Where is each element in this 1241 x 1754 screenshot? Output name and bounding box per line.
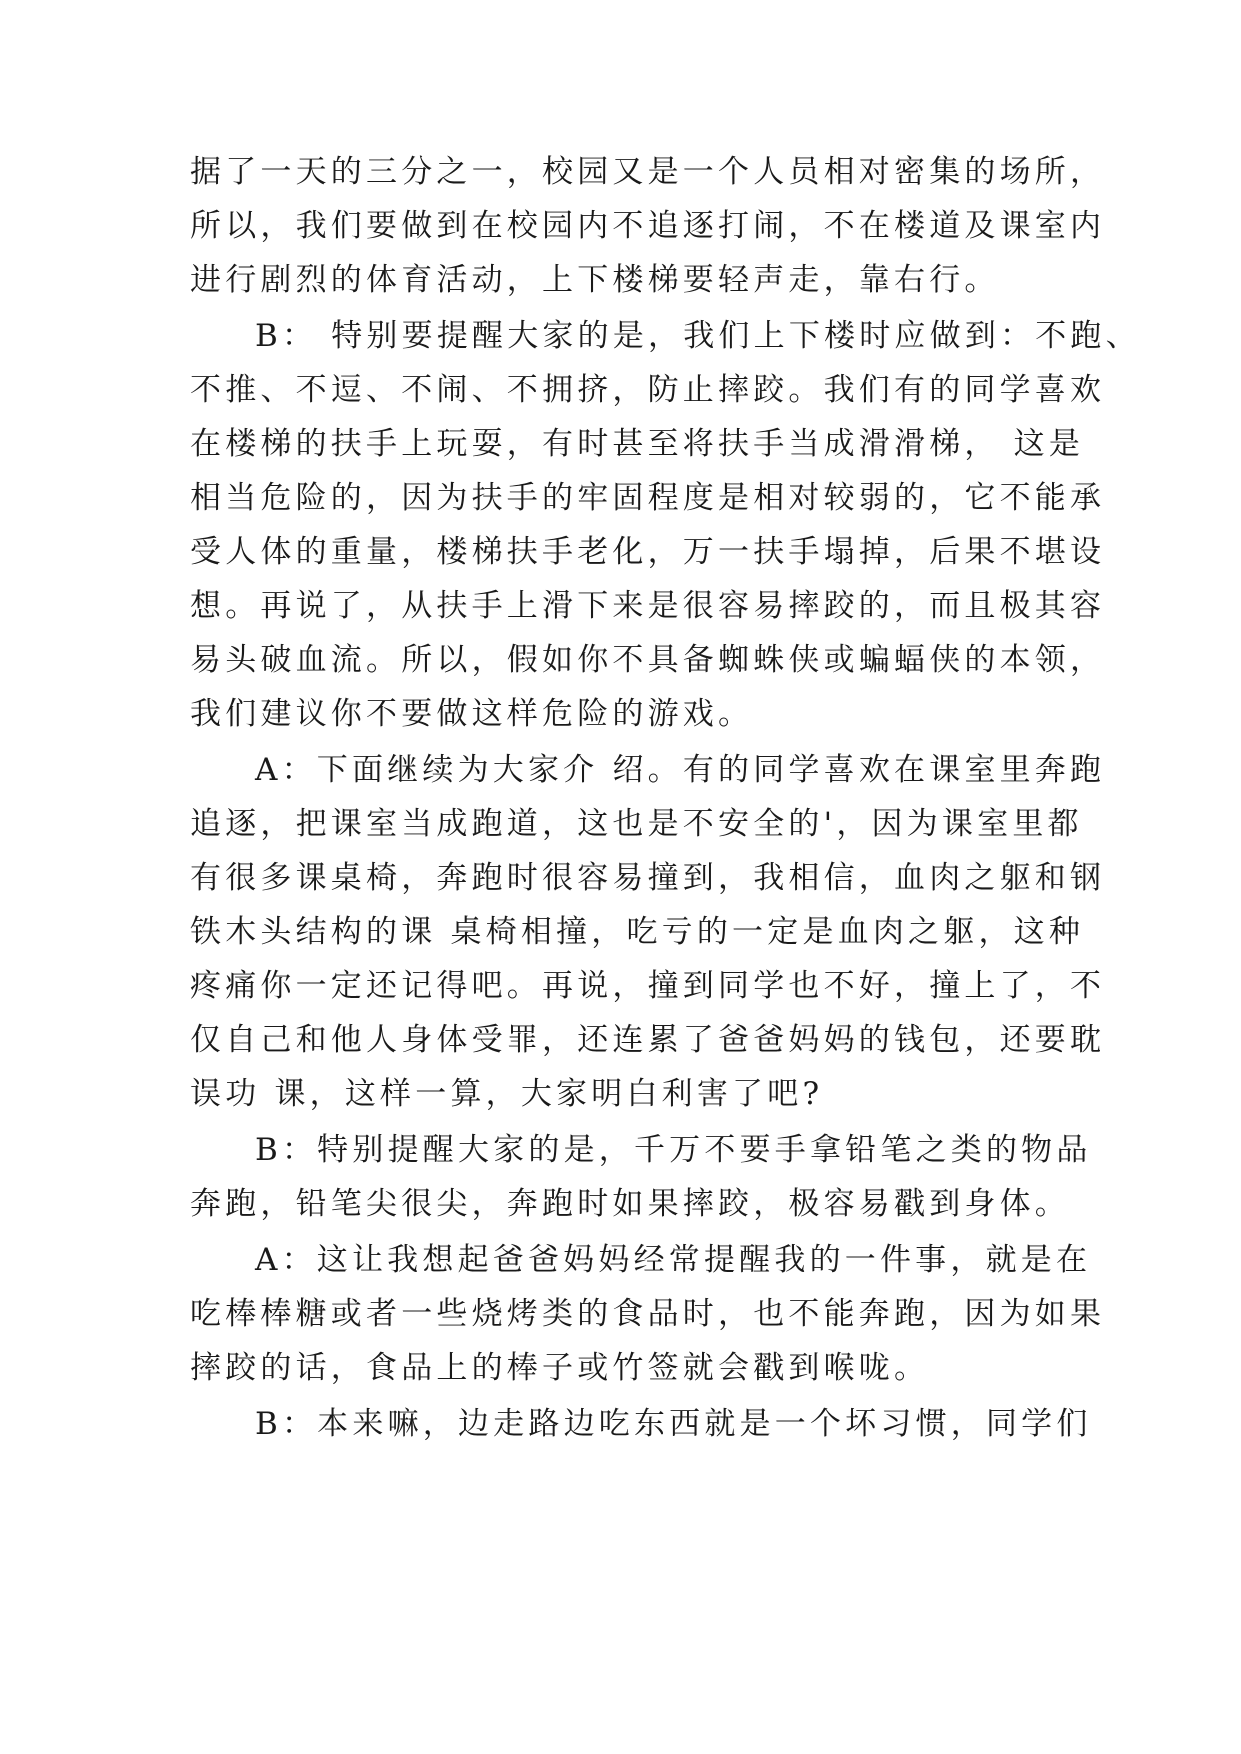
text-line: 仅自己和他人身体受罪，还连累了爸爸妈妈的钱包，还要耽	[190, 1022, 1106, 1058]
text-line: 相当危险的，因为扶手的牢固程度是相对较弱的，它不能承	[190, 480, 1106, 516]
text-line: 奔跑，铅笔尖很尖，奔跑时如果摔跤，极容易戳到身体。	[190, 1186, 1070, 1222]
text-line: 不推、不逗、不闹、不拥挤，防止摔跤。我们有的同学喜欢	[190, 372, 1106, 408]
text-line: 摔跤的话，食品上的棒子或竹签就会戳到喉咙。	[190, 1350, 930, 1386]
text-line: 有很多课桌椅，奔跑时很容易撞到，我相信，血肉之躯和钢	[190, 860, 1106, 896]
text-line: 进行剧烈的体育活动，上下楼梯要轻声走，靠右行。	[190, 262, 1000, 298]
text-line: 吃棒棒糖或者一些烧烤类的食品时，也不能奔跑，因为如果	[190, 1296, 1106, 1332]
text-line: B：特别提醒大家的是，千万不要手拿铅笔之类的物品	[255, 1132, 1092, 1168]
text-line: 我们建议你不要做这样危险的游戏。	[190, 696, 754, 732]
text-line: 受人体的重量，楼梯扶手老化，万一扶手塌掉，后果不堪设	[190, 534, 1106, 570]
text-line: 想。再说了，从扶手上滑下来是很容易摔跤的，而且极其容	[190, 588, 1106, 624]
text-line: 铁木头结构的课 桌椅相撞，吃亏的一定是血肉之躯，这种	[190, 914, 1085, 950]
text-line: 误功 课，这样一算，大家明白利害了吧?	[190, 1076, 824, 1112]
text-line: 易头破血流。所以，假如你不具备蜘蛛侠或蝙蝠侠的本领，	[190, 642, 1106, 678]
text-line: B： 特别要提醒大家的是，我们上下楼时应做到：不跑、	[255, 318, 1141, 354]
text-line: 疼痛你一定还记得吧。再说，撞到同学也不好，撞上了，不	[190, 968, 1106, 1004]
text-line: 据了一天的三分之一，校园又是一个人员相对密集的场所，	[190, 154, 1106, 190]
text-line: A：下面继续为大家介 绍。有的同学喜欢在课室里奔跑	[255, 752, 1106, 788]
text-line: 所以，我们要做到在校园内不追逐打闹，不在楼道及课室内	[190, 208, 1106, 244]
text-line: 追逐，把课室当成跑道，这也是不安全的'，因为课室里都	[190, 806, 1083, 842]
text-line: 在楼梯的扶手上玩耍，有时甚至将扶手当成滑滑梯， 这是	[190, 426, 1085, 462]
text-line: B：本来嘛，边走路边吃东西就是一个坏习惯，同学们	[255, 1406, 1092, 1442]
text-line: A：这让我想起爸爸妈妈经常提醒我的一件事，就是在	[255, 1242, 1092, 1278]
